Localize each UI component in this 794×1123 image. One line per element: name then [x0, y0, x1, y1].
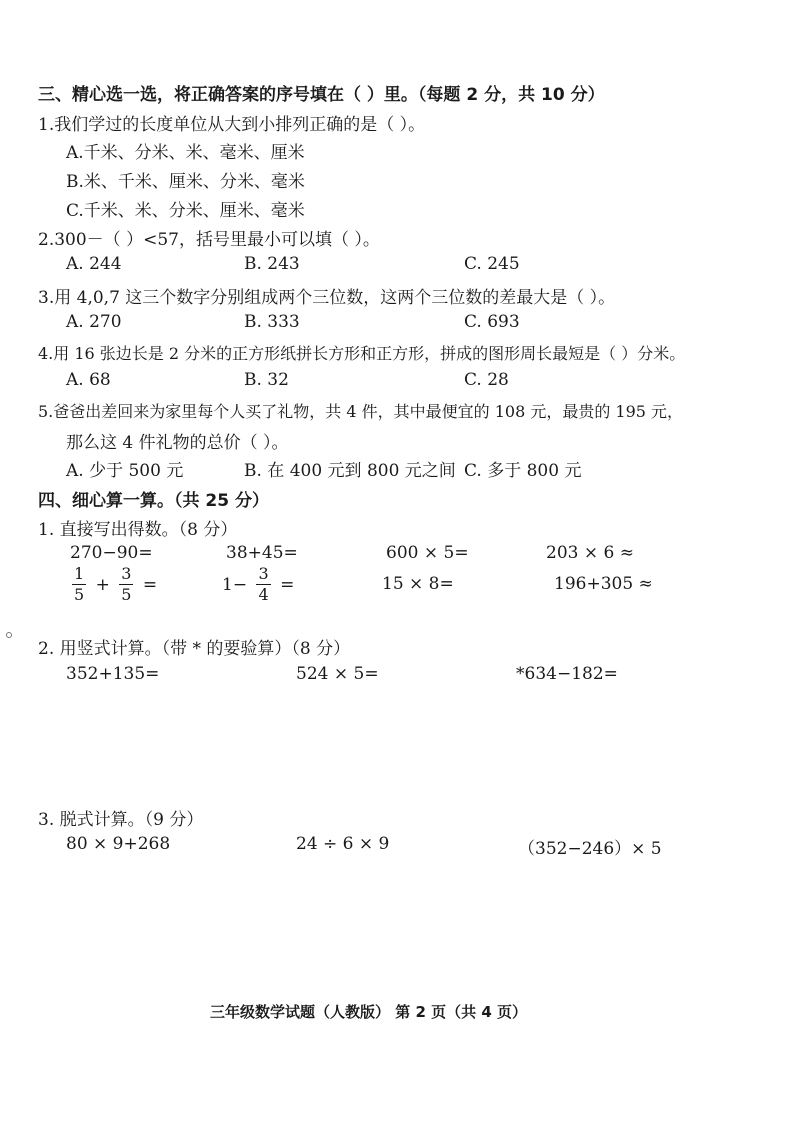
one-minus: 1−	[222, 574, 248, 595]
q2-option-c: C. 245	[464, 254, 520, 274]
q1-stem: 1.我们学过的长度单位从大到小排列正确的是（ ）。	[38, 115, 426, 135]
mental-calc-8: 196+305 ≈	[554, 574, 653, 594]
q5-option-c: C. 多于 800 元	[464, 461, 582, 481]
mental-calc-3: 600 × 5=	[386, 543, 469, 563]
mental-calc-1: 270−90=	[70, 543, 153, 563]
denominator: 5	[74, 585, 85, 604]
mental-calc-7: 15 × 8=	[382, 574, 454, 594]
q3-stem: 3.用 4,0,7 这三个数字分别组成两个三位数，这两个三位数的差最大是（ ）。	[38, 288, 616, 308]
equals-sign: =	[280, 574, 295, 595]
page-footer: 三年级数学试题（人教版） 第 2 页（共 4 页）	[210, 1003, 527, 1021]
part1-title: 1. 直接写出得数。（8 分）	[38, 520, 238, 540]
q2-option-a: A. 244	[66, 254, 122, 274]
step-calc-2: 24 ÷ 6 × 9	[296, 834, 390, 854]
fraction-expression-2	[222, 566, 298, 603]
denominator: 4	[258, 585, 269, 604]
part3-title: 3. 脱式计算。（9 分）	[38, 810, 204, 830]
vertical-calc-3: *634−182=	[516, 664, 618, 684]
part2-title: 2. 用竖式计算。（带 * 的要验算）（8 分）	[38, 639, 351, 659]
step-calc-1: 80 × 9+268	[66, 834, 171, 854]
vertical-calc-1: 352+135=	[66, 664, 160, 684]
plus-sign: +	[95, 574, 110, 595]
numerator: 3	[121, 564, 132, 583]
fraction-expression-1	[72, 566, 161, 603]
numerator: 3	[258, 564, 269, 583]
q4-option-a: A. 68	[66, 370, 111, 390]
denominator: 5	[121, 585, 132, 604]
equals-sign: =	[142, 574, 158, 595]
fraction-one-fifth	[72, 566, 86, 603]
q2-stem: 2.300－（ ）<57，括号里最小可以填（ ）。	[38, 230, 380, 250]
q5-option-a: A. 少于 500 元	[66, 461, 184, 481]
q5-stem-line1: 5.爸爸出差回来为家里每个人买了礼物，共 4 件，其中最便宜的 108 元，最贵的 195 元，	[38, 402, 684, 421]
scan-speck	[6, 632, 12, 638]
q3-option-b: B. 333	[244, 312, 300, 332]
step-calc-3: （352−246）× 5	[518, 839, 662, 859]
vertical-calc-2: 524 × 5=	[296, 664, 379, 684]
q5-option-b: B. 在 400 元到 800 元之间	[244, 461, 456, 481]
q3-option-c: C. 693	[464, 312, 520, 332]
q3-option-a: A. 270	[66, 312, 122, 332]
q4-option-c: C. 28	[464, 370, 509, 390]
q1-option-b: B.米、千米、厘米、分米、毫米	[66, 172, 305, 192]
q1-option-a: A.千米、分米、米、毫米、厘米	[66, 143, 305, 163]
section4-title: 四、细心算一算。（共 25 分）	[38, 491, 269, 511]
fraction-three-quarters	[256, 566, 270, 603]
q1-option-c: C.千米、米、分米、厘米、毫米	[66, 201, 305, 221]
q2-option-b: B. 243	[244, 254, 300, 274]
q4-stem: 4.用 16 张边长是 2 分米的正方形纸拼长方形和正方形，拼成的图形周长最短是（ ）分米。	[38, 344, 686, 363]
q4-option-b: B. 32	[244, 370, 289, 390]
mental-calc-2: 38+45=	[226, 543, 298, 563]
section3-title: 三、精心选一选，将正确答案的序号填在（ ）里。（每题 2 分，共 10 分）	[38, 85, 605, 105]
numerator: 1	[74, 564, 85, 583]
q5-stem-line2: 那么这 4 件礼物的总价（ ）。	[66, 433, 289, 453]
fraction-three-fifths	[119, 566, 133, 603]
mental-calc-4: 203 × 6 ≈	[546, 543, 634, 563]
